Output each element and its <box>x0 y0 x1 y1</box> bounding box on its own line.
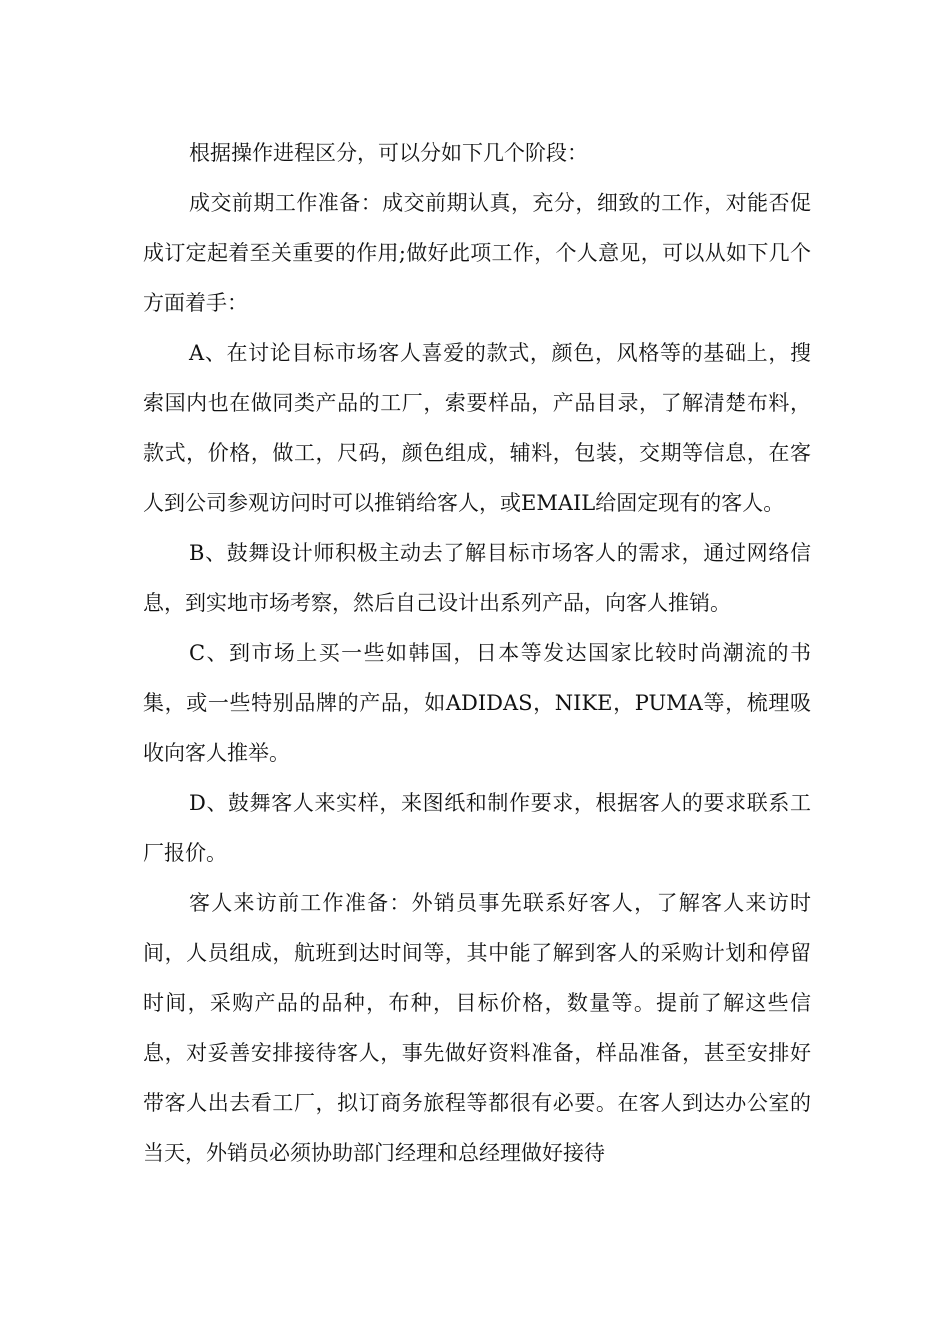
paragraph-visit-preparation: 客人来访前工作准备：外销员事先联系好客人，了解客人来访时间，人员组成，航班到达时间等，其中能了解到客人的采购计划和停留时间，采购产品的品种，布种，目标价格，数量等。提前了解这些信息，对妥善安排接待客人，事先做好资料准备，样品准备，甚至安排好带客人出去看工厂，拟订商务旅程等都很有必要。在客人到达办公室的当天，外销员必须协助部门经理和总经理做好接待 <box>143 891 811 1165</box>
paragraph-item-a: A、在讨论目标市场客人喜爱的款式，颜色，风格等的基础上，搜索国内也在做同类产品的工厂，索要样品，产品目录，了解清楚布料，款式，价格，做工，尺码，颜色组成，辅料，包装，交期等信息，在客人到公司参观访问时可以推销给客人，或EMAIL给固定现有的客人。 <box>143 341 811 515</box>
document-body <box>143 128 811 1178</box>
paragraph-item-d: D、鼓舞客人来实样，来图纸和制作要求，根据客人的要求联系工厂报价。 <box>143 791 811 865</box>
paragraph-item-b: B、鼓舞设计师积极主动去了解目标市场客人的需求，通过网络信息，到实地市场考察，然后自己设计出系列产品，向客人推销。 <box>143 541 811 615</box>
paragraph-item-c: C、到市场上买一些如韩国，日本等发达国家比较时尚潮流的书集，或一些特别品牌的产品，如ADIDAS，NIKE，PUMA等，梳理吸收向客人推举。 <box>143 641 811 765</box>
paragraph-pre-deal-preparation: 成交前期工作准备：成交前期认真，充分，细致的工作，对能否促成订定起着至关重要的作用;做好此项工作，个人意见，可以从如下几个方面着手： <box>143 191 811 315</box>
paragraph-stages-intro: 根据操作进程区分，可以分如下几个阶段： <box>189 141 588 165</box>
